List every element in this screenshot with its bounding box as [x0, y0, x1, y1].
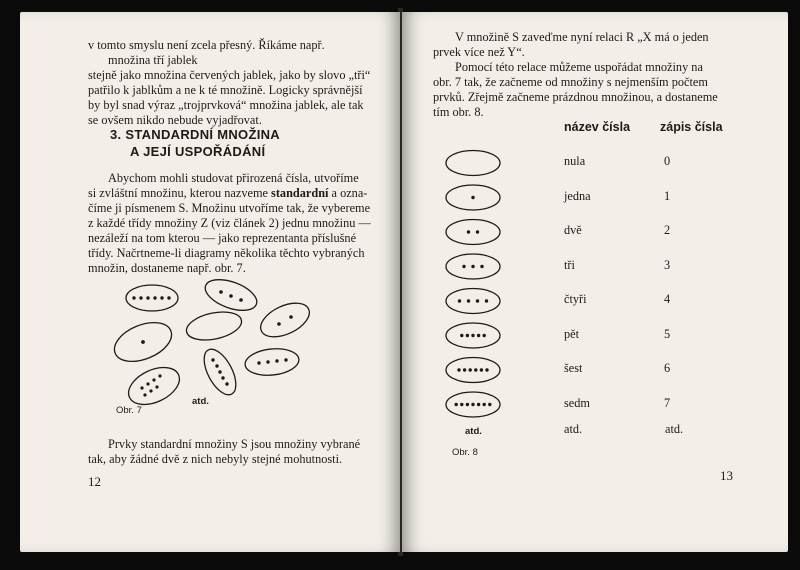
column-header-name: název čísla	[564, 120, 631, 134]
set-element-dot	[460, 403, 463, 406]
set-element-dot	[460, 334, 463, 337]
set-ellipse	[446, 220, 500, 245]
text-line: třídy. Načrtneme-li diagramy několika těchto vybraných	[88, 246, 365, 260]
text-line: prvků. Zřejmě začneme prázdnou množinou, a dostaneme	[433, 90, 718, 104]
right-page	[402, 12, 788, 552]
column-header-numeral: zápis čísla	[660, 120, 723, 134]
set-element-dot	[477, 334, 480, 337]
text-line: Prvky standardní množiny S jsou množiny vybrané	[108, 437, 361, 451]
text-line: V množině S zaveďme nyní relaci R „X má o jeden	[455, 30, 709, 44]
text-line: patřilo k jablkům a ne k té množině. Logicky správnější	[88, 83, 363, 97]
set-ellipse	[446, 151, 500, 176]
left-page	[20, 12, 400, 552]
figure-atd-label: atd.	[192, 396, 209, 407]
number-name: šest	[564, 361, 583, 375]
page-number: 12	[88, 474, 101, 489]
text-line: v tomto smyslu není zcela přesný. Říkáme např.	[88, 38, 325, 52]
text-line: Pomocí této relace můžeme uspořádat množiny na	[455, 60, 703, 74]
set-element-dot	[476, 230, 479, 233]
number-name: pět	[564, 326, 580, 341]
text-line: nezáleží na tom kterou — jako reprezentanta příslušné	[88, 231, 357, 245]
set-element-dot	[477, 403, 480, 406]
text-line: tím obr. 8.	[433, 105, 484, 119]
figure-caption: Obr. 7	[116, 405, 142, 416]
figure-caption: Obr. 8	[452, 447, 478, 458]
number-numeral: 3	[664, 257, 671, 272]
set-element-dot	[462, 265, 465, 268]
figure-7-diagram	[20, 12, 400, 552]
text-line: Abychom mohli studovat přirozená čísla, utvoříme	[108, 171, 359, 185]
set-element-dot	[488, 403, 491, 406]
set-element-dot	[463, 368, 466, 371]
set-element-dot	[466, 334, 469, 337]
table-atd-numeral: atd.	[665, 422, 684, 436]
set-element-dot	[485, 299, 488, 302]
set-element-dot	[466, 403, 469, 406]
number-name: sedm	[564, 395, 590, 410]
number-numeral: 2	[664, 223, 671, 237]
number-numeral: 1	[664, 188, 671, 203]
set-element-dot	[471, 403, 474, 406]
number-name: nula	[564, 154, 586, 168]
set-element-dot	[455, 403, 458, 406]
set-element-dot	[469, 368, 472, 371]
set-element-dot	[480, 265, 483, 268]
set-element-dot	[483, 403, 486, 406]
set-element-dot	[483, 334, 486, 337]
set-element-dot	[471, 196, 474, 199]
number-name: dvě	[564, 223, 582, 237]
set-element-dot	[471, 334, 474, 337]
text-line: se ovšem nikdo nebude vyjadřovat.	[88, 113, 262, 127]
text-line: z každé třídy množiny Z (viz článek 2) jednu množinu —	[88, 216, 371, 230]
set-element-dot	[457, 368, 460, 371]
number-numeral: 5	[664, 326, 671, 341]
set-element-dot	[458, 299, 461, 302]
number-numeral: 7	[664, 395, 671, 410]
set-ellipse	[446, 289, 500, 314]
section-heading: A JEJÍ USPOŘÁDÁNÍ	[130, 144, 266, 159]
set-element-dot	[480, 368, 483, 371]
text-line: stejně jako množina červených jablek, jako by slovo „tři“	[88, 68, 371, 82]
set-element-dot	[485, 368, 488, 371]
text-line: by byl snad výraz „trojprvková“ množina jablek, ale tak	[88, 98, 364, 112]
set-element-dot	[474, 368, 477, 371]
bold-term: standardní	[271, 186, 329, 200]
number-name: tři	[564, 257, 575, 272]
figure-atd-label: atd.	[465, 426, 482, 437]
text-line: prvek více než Y“.	[433, 45, 525, 59]
text-line: množina tří jablek	[108, 53, 198, 67]
table-atd-name: atd.	[564, 422, 583, 436]
page-number: 13	[720, 468, 733, 483]
text-line: si zvláštní množinu, kterou nazveme standardní a ozna-	[88, 186, 368, 200]
text-line: číme ji písmenem S. Množinu utvoříme tak, že vybereme	[88, 201, 371, 215]
number-name: jedna	[564, 188, 591, 203]
number-numeral: 6	[664, 361, 671, 375]
number-numeral: 0	[664, 154, 671, 168]
number-name: čtyři	[564, 292, 587, 306]
set-element-dot	[467, 230, 470, 233]
section-heading: 3. STANDARDNÍ MNOŽINA	[110, 127, 280, 142]
number-numeral: 4	[664, 292, 671, 306]
set-ellipse	[446, 358, 500, 383]
text-line: tak, aby žádné dvě z nich nebyly stejné mohutnosti.	[88, 452, 343, 466]
set-element-dot	[476, 299, 479, 302]
set-element-dot	[467, 299, 470, 302]
text-line: množin, dostaneme např. obr. 7.	[88, 261, 246, 275]
set-element-dot	[471, 265, 474, 268]
text-line: obr. 7 tak, že začneme od množiny s nejmenším počtem	[433, 75, 708, 89]
